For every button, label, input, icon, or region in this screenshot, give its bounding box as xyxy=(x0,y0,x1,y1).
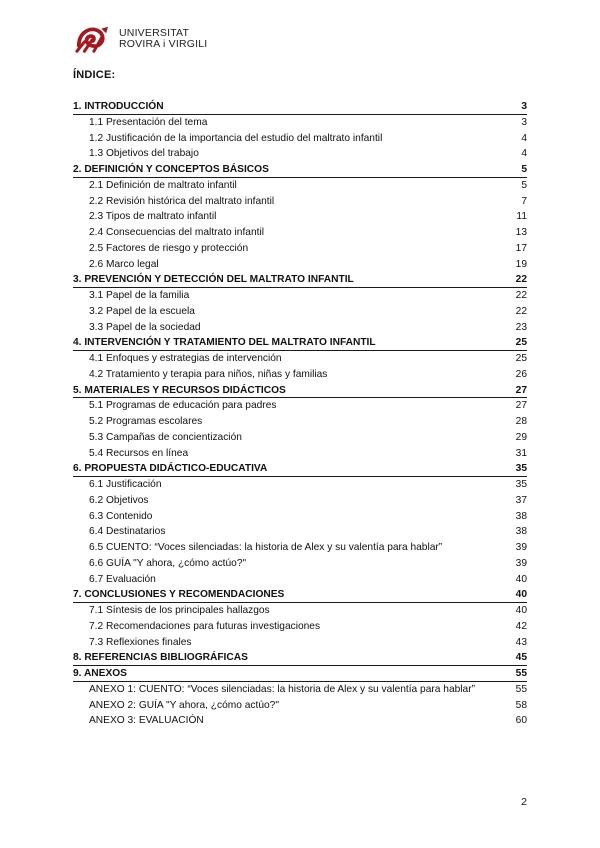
toc-section-row[interactable] xyxy=(73,398,527,414)
toc-section-row[interactable] xyxy=(73,430,527,446)
toc-section-row[interactable] xyxy=(73,509,527,525)
toc-section-row[interactable] xyxy=(73,619,527,635)
page-number: 2 xyxy=(521,796,527,808)
toc-entry-page: 35 xyxy=(515,463,527,475)
toc-entry-label: 7.2 Recomendaciones para futuras investigaciones xyxy=(89,620,321,632)
toc-chapter-row[interactable] xyxy=(73,650,527,666)
toc-section-row[interactable] xyxy=(73,682,527,698)
toc-entry-label: 2.2 Revisión histórica del maltrato infantil xyxy=(89,195,275,207)
logo-wordmark xyxy=(119,28,207,50)
toc-entry-page: 40 xyxy=(515,573,527,585)
toc-entry-page: 45 xyxy=(515,652,527,664)
toc-entry-page: 17 xyxy=(515,242,527,254)
toc-section-row[interactable] xyxy=(73,115,527,131)
toc-chapter-row[interactable] xyxy=(73,461,527,477)
toc-entry-page: 29 xyxy=(515,431,527,443)
toc-entry-page: 7 xyxy=(521,195,527,207)
toc-entry-page: 38 xyxy=(515,510,527,522)
toc-entry-label: 6.5 CUENTO: “Voces silenciadas: la historia de Alex y su valentía para hablar” xyxy=(89,542,443,553)
toc-entry-page: 27 xyxy=(515,400,527,412)
toc-chapter-row[interactable] xyxy=(73,99,527,115)
index-title: ÍNDICE: xyxy=(73,69,116,81)
toc-chapter-row[interactable] xyxy=(73,162,527,178)
toc-entry-label: 5.3 Campañas de concientización xyxy=(89,431,242,443)
toc-entry-page: 13 xyxy=(515,227,527,238)
toc-entry-label: 3. PREVENCIÓN Y DETECCIÓN DEL MALTRATO INFANTIL xyxy=(73,274,354,286)
toc-entry-label: 3.1 Papel de la familia xyxy=(89,290,190,301)
toc-entry-page: 55 xyxy=(515,683,527,695)
toc-entry-label: 5.2 Programas escolares xyxy=(89,416,203,427)
toc-section-row[interactable] xyxy=(73,146,527,162)
toc-section-row[interactable] xyxy=(73,304,527,320)
toc-chapter-row[interactable] xyxy=(73,335,527,351)
toc-entry-label: 1.3 Objetivos del trabajo xyxy=(89,148,199,160)
toc-entry-page: 55 xyxy=(515,668,527,679)
toc-section-row[interactable] xyxy=(73,351,527,367)
toc-entry-label: 1. INTRODUCCIÓN xyxy=(73,101,164,112)
toc-chapter-row[interactable] xyxy=(73,666,527,682)
toc-chapter-row[interactable] xyxy=(73,383,527,399)
toc-entry-label: ANEXO 3: EVALUACIÓN xyxy=(89,715,204,727)
toc-entry-label: 7. CONCLUSIONES Y RECOMENDACIONES xyxy=(73,589,285,601)
toc-entry-page: 31 xyxy=(515,447,527,459)
toc-entry-label: 1.1 Presentación del tema xyxy=(89,116,208,128)
toc-entry-page: 22 xyxy=(515,274,527,286)
toc-entry-page: 3 xyxy=(521,101,527,112)
toc-entry-label: 6. PROPUESTA DIDÁCTICO-EDUCATIVA xyxy=(73,463,268,475)
toc-entry-label: 2.3 Tipos de maltrato infantil xyxy=(89,211,217,223)
toc-entry-label: 6.4 Destinatarios xyxy=(89,526,166,538)
toc-entry-page: 27 xyxy=(515,384,527,396)
toc-entry-page: 11 xyxy=(516,211,527,223)
university-logo xyxy=(73,22,207,56)
toc-section-row[interactable] xyxy=(73,698,527,714)
toc-entry-page: 4 xyxy=(521,148,527,160)
toc-entry-page: 39 xyxy=(515,542,527,553)
toc-entry-label: 7.3 Reflexiones finales xyxy=(89,636,192,648)
toc-entry-label: 9. ANEXOS xyxy=(73,668,127,679)
toc-section-row[interactable] xyxy=(73,225,527,241)
toc-entry-page: 37 xyxy=(515,494,527,506)
toc-entry-page: 22 xyxy=(515,290,527,301)
toc-entry-page: 26 xyxy=(515,368,527,380)
toc-section-row[interactable] xyxy=(73,131,527,147)
urv-emblem-icon xyxy=(73,23,111,55)
toc-entry-page: 5 xyxy=(521,164,527,175)
toc-entry-label: 3.2 Papel de la escuela xyxy=(89,305,195,317)
toc-section-row[interactable] xyxy=(73,209,527,225)
toc-entry-label: 6.3 Contenido xyxy=(89,510,153,522)
toc-entry-label: 2.5 Factores de riesgo y protección xyxy=(89,242,249,254)
toc-section-row[interactable] xyxy=(73,320,527,336)
toc-entry-page: 58 xyxy=(515,699,527,711)
toc-entry-page: 5 xyxy=(521,179,527,191)
toc-section-row[interactable] xyxy=(73,367,527,383)
toc-entry-label: ANEXO 2: GUÍA "Y ahora, ¿cómo actúo?" xyxy=(89,699,279,711)
toc-section-row[interactable] xyxy=(73,524,527,540)
toc-entry-page: 25 xyxy=(515,353,527,364)
toc-entry-label: 2. DEFINICIÓN Y CONCEPTOS BÁSICOS xyxy=(73,164,269,175)
toc-entry-label: 2.6 Marco legal xyxy=(89,258,159,270)
toc-section-row[interactable] xyxy=(73,178,527,194)
toc-entry-page: 40 xyxy=(515,605,527,616)
toc-entry-page: 39 xyxy=(515,557,527,569)
toc-section-row[interactable] xyxy=(73,257,527,273)
toc-entry-page: 35 xyxy=(515,479,527,490)
toc-entry-page: 40 xyxy=(515,589,527,601)
toc-section-row[interactable] xyxy=(73,194,527,210)
toc-chapter-row[interactable] xyxy=(73,272,527,288)
toc-entry-label: 5.1 Programas de educación para padres xyxy=(89,400,277,412)
toc-section-row[interactable] xyxy=(73,414,527,430)
toc-section-row[interactable] xyxy=(73,477,527,493)
toc-entry-page: 60 xyxy=(515,715,527,727)
toc-entry-label: 5. MATERIALES Y RECURSOS DIDÁCTICOS xyxy=(73,384,286,396)
toc-entry-label: 2.1 Definición de maltrato infantil xyxy=(89,179,237,191)
toc-entry-label: 5.4 Recursos en línea xyxy=(89,447,189,459)
logo-line-1: UNIVERSITAT xyxy=(119,27,190,39)
toc-entry-label: 7.1 Síntesis de los principales hallazgos xyxy=(89,605,270,616)
toc-entry-label: 8. REFERENCIAS BIBLIOGRÁFICAS xyxy=(73,652,248,664)
toc-entry-page: 43 xyxy=(515,636,527,648)
toc-section-row[interactable] xyxy=(73,446,527,462)
toc-section-row[interactable] xyxy=(73,603,527,619)
table-of-contents xyxy=(73,99,527,729)
toc-entry-page: 4 xyxy=(521,132,527,144)
toc-section-row[interactable] xyxy=(73,556,527,572)
toc-entry-page: 19 xyxy=(515,258,527,270)
toc-entry-page: 25 xyxy=(515,337,527,349)
toc-entry-label: 2.4 Consecuencias del maltrato infantil xyxy=(89,227,264,238)
toc-entry-label: 6.1 Justificación xyxy=(89,479,162,490)
toc-entry-label: 1.2 Justificación de la importancia del estudio del maltrato infantil xyxy=(89,132,383,144)
toc-chapter-row[interactable] xyxy=(73,587,527,603)
toc-section-row[interactable] xyxy=(73,540,527,556)
toc-section-row[interactable] xyxy=(73,572,527,588)
toc-entry-page: 28 xyxy=(515,416,527,427)
logo-line-2: ROVIRA i VIRGILI xyxy=(119,38,208,50)
toc-section-row[interactable] xyxy=(73,713,527,729)
toc-entry-page: 23 xyxy=(515,321,527,333)
toc-entry-label: ANEXO 1: CUENTO: “Voces silenciadas: la historia de Alex y su valentía para hablar” xyxy=(89,683,475,695)
toc-entry-label: 6.6 GUÍA "Y ahora, ¿cómo actúo?" xyxy=(89,557,247,569)
toc-entry-label: 6.2 Objetivos xyxy=(89,494,149,506)
toc-entry-label: 3.3 Papel de la sociedad xyxy=(89,321,201,333)
toc-entry-page: 22 xyxy=(515,305,527,317)
toc-section-row[interactable] xyxy=(73,288,527,304)
toc-section-row[interactable] xyxy=(73,241,527,257)
toc-entry-label: 4.2 Tratamiento y terapia para niños, niñas y familias xyxy=(89,368,328,380)
toc-section-row[interactable] xyxy=(73,635,527,651)
toc-entry-page: 42 xyxy=(515,620,527,632)
toc-entry-page: 3 xyxy=(521,116,527,128)
toc-entry-label: 6.7 Evaluación xyxy=(89,573,156,585)
toc-entry-label: 4. INTERVENCIÓN Y TRATAMIENTO DEL MALTRATO INFANTIL xyxy=(73,337,376,349)
toc-section-row[interactable] xyxy=(73,493,527,509)
toc-entry-label: 4.1 Enfoques y estrategias de intervención xyxy=(89,353,282,364)
toc-entry-page: 38 xyxy=(515,526,527,538)
